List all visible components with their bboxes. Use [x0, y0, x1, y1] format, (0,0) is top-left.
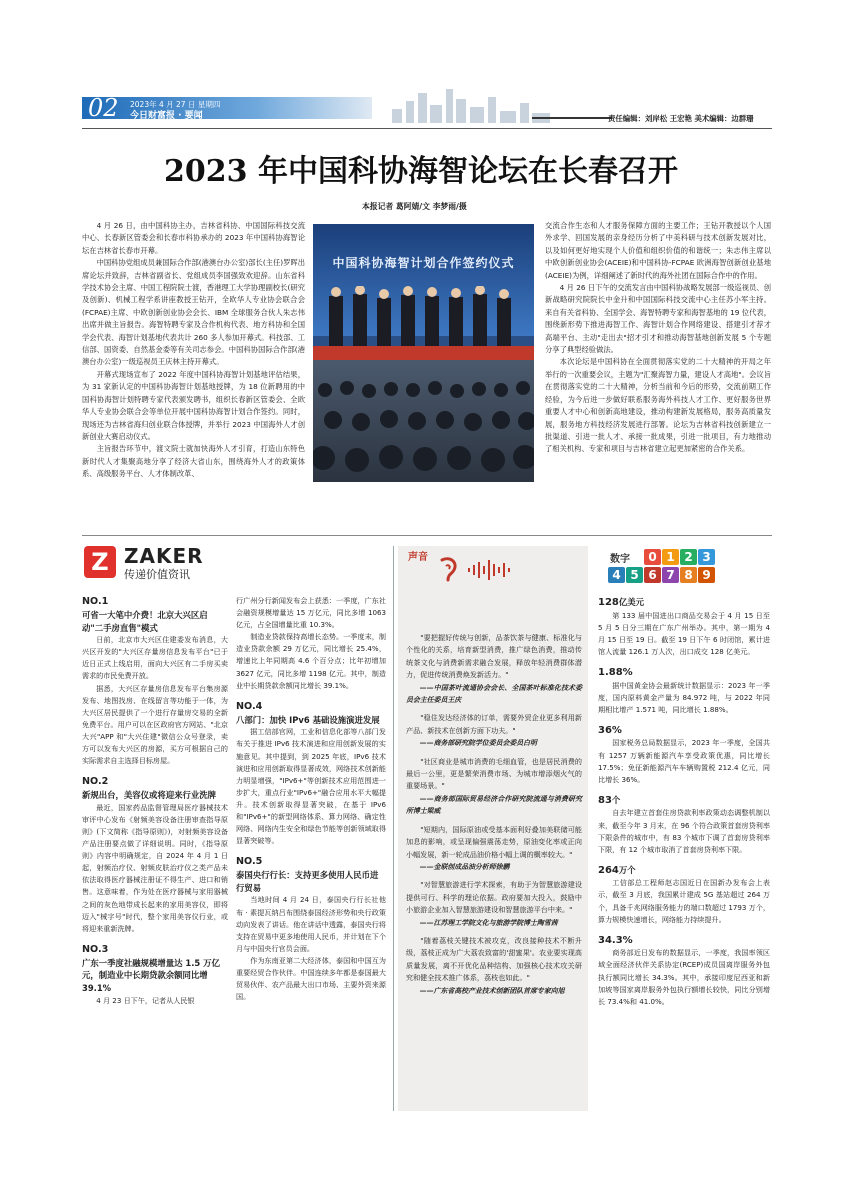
ear-soundwave-icon — [434, 556, 464, 584]
quote-source: ——广东省高校产业技术创新团队首席专家向旭 — [419, 986, 565, 995]
quote-text: "短期内，国际原油或受基本面利好叠加美联储可能加息的影响，或呈现偏强震荡走势，原油变化率或正向小幅发展，新一轮成品油价格小幅上调的概率较大。" — [406, 824, 582, 859]
quote-text: "要把握好传统与创新，品茶饮茶与健康、标准化与个性化的关系，培育新型消费，推广绿色消费，推动传统茶文化与消费新需求融合发展，释放年轻消费群体潜力，促进传统消费焕发新活力。" — [406, 633, 582, 680]
digit-tile: 0 — [644, 549, 661, 565]
number-item — [598, 724, 770, 786]
article-paragraph: 4 月 26 日，由中国科协主办，吉林省科协、中国国际科技交流中心、长春新区管委会和长春市科协承办的 2023 年中国科协海智论坛在吉林省长春市开幕。 — [82, 221, 305, 255]
article-bottom-rule — [82, 535, 772, 536]
news-paragraph: 行广州分行新闻发布会上获悉：一季度，广东社会融资规模增量达 15 万亿元，同比多增 1063 亿元，占全国增量比重 10.3%。 — [236, 596, 386, 630]
number-value: 128 — [598, 597, 619, 608]
numbers-header — [598, 546, 772, 590]
number-item — [598, 794, 770, 856]
news-paragraph: 制造业贷款保持高增长态势。一季度末，制造业贷款余额 29 万亿元，同比增长 25.4%，增速比上年同期高 4.6 个百分点；比年初增加 3627 亿元，同比多增 1198 亿元。其中，制造业中长期贷款余额同比增长 39.1%。 — [236, 632, 386, 690]
news-number: NO.3 — [82, 943, 109, 955]
number-unit: 个 — [611, 794, 621, 805]
number-text: 据中国黄金协会最新统计数据显示：2023 年一季度，国内原料黄金产量为 84.972 吨，与 2022 年同期相比增产 1.571 吨，同比增长 1.88%。 — [598, 680, 770, 714]
quote-item — [406, 712, 582, 749]
zaker-logo-text: ZAKER — [124, 544, 204, 568]
section-name: 今日财富报 · 要闻 — [130, 111, 203, 121]
news-title: 新规出台，美容仪或将迎来行业洗牌 — [82, 790, 216, 801]
digit-tile: 5 — [626, 567, 643, 583]
number-text: 国家税务总局数据显示，2023 年一季度，全国共有 1257 万辆新能源汽车享受政策优惠，同比增长 17.5%；免征新能源汽车车辆购置税 212.4 亿元，同比增长 36%。 — [598, 738, 770, 784]
signing-ceremony-photo — [313, 224, 534, 482]
numbers-list — [598, 596, 770, 1008]
quote-text: "对智慧旅游进行学术探索，有助于为智慧旅游建设提供可行、科学的理论依据。政府要加大投入，鼓励中小旅游企业加入智慧旅游建设和智慧旅游平台中来。" — [406, 880, 582, 915]
news-paragraph: 当地时间 4 月 24 日，泰国央行行长社他布 · 素提瓦纳吕布围绕泰国经济形势和央行政策动向发表了讲话。他在讲话中透露，泰国央行将支持在贸易中更多地使用人民币，并计划在下个月与中国央行官员会面。 — [236, 895, 386, 953]
number-text: 自去年建立首套住房贷款利率政策动态调整机制以来，截至今年 3 月末，在 96 个符合政策首套房贷利率下限条件的城市中，有 83 个城市下调了首套房贷利率下限，有 12 个城市取消了首套房贷利率下限。 — [598, 808, 770, 854]
header-band — [82, 94, 372, 122]
voice-quotes — [406, 632, 582, 1003]
news-paragraph: 最近，国家药品监督管理局医疗器械技术审评中心发布《射频美容设备注册审查指导原则》(下文简称《指导原则》)，对射频美容设备产品注册要点做了详细说明。同时，《指导原则》内容中明确规定，自 2024 年 4 月 1 日起，射频治疗仪、射频皮肤治疗仪之类产品未依法取得医疗器械注册证不得生产、进口和销售。这意味着，作为处在医疗器械与家用器械之间的灰色地带成长起来的家用美容仪，即将迈入"械字号"时代，整个家用美容仪行业，或将迎来重新洗牌。 — [82, 802, 228, 933]
news-number: NO.2 — [82, 776, 109, 788]
news-paragraph: 据工信部官网，工业和信息化部等八部门发布关于推进 IPv6 技术演进和应用创新发展的实施意见。其中提到，到 2025 年底，IPv6 技术演进和应用创新取得显著成效，网络技术创新能力明显增强，"IPv6+"等创新技术应用范围进一步扩大，重点行业"IPv6+"融合应用水平大幅提升。技术创新取得显著突破，在基于 IPv6 和"IPv6+"的新型网络体系、算力网络、确定性网络、网络内生安全和绿色节能等创新领域取得显著突破等。 — [236, 727, 386, 846]
digit-tile: 7 — [662, 567, 679, 583]
number-item — [598, 864, 770, 926]
voice-label: 声音 — [408, 552, 428, 563]
news-number: NO.4 — [236, 700, 263, 712]
news-title: 八部门：加快 IPv6 基础设施演进发展 — [236, 714, 380, 725]
news-paragraph: 据悉，大兴区存量房信息发布平台集房源发布、地图找房、在线留言等功能于一体，为大兴区居民提供了一个进行存量房交易的全新免费平台。用户可以在区政府官方网站、"北京大兴"APP 和"大兴住建"微信公众号登录，卖方可以发布大兴区的房源，买方可根据自己的实际需求自主选择目标房屋。 — [82, 683, 228, 766]
news-number: NO.1 — [82, 596, 109, 607]
photo-audience — [313, 360, 534, 482]
quote-text: "稳住发达经济体的订单，需要外贸企业更多利用新产品、新技术在创新方面下功夫。" — [406, 713, 582, 735]
news-paragraph: 作为东南亚第二大经济体，泰国和中国互为重要经贸合作伙伴。中国连续多年都是泰国最大贸易伙伴、农产品最大出口市场、主要外资来源国。 — [236, 955, 386, 1002]
digit-tile: 4 — [608, 567, 625, 583]
zaker-logo-mark: Z — [84, 546, 116, 578]
quote-source: ——商务部国际贸易经济合作研究院流通与消费研究所博士梁威 — [406, 794, 582, 816]
number-item — [598, 666, 770, 716]
quote-item — [406, 879, 582, 929]
article-paragraph: 交流合作生态和人才服务保障方面的主要工作；王钻开教授以个人国外求学、回国发展的亲身经历分析了中美科研与技术创新发展对比，以及如何更好地实现个人价值和组织价值的和谐统一；朱志伟主席以中欧创新创业协会(ACEIE)和中国科协-FCPAE 欧洲海智创新创业基地(ACEIE)为例，详细阐述了新时代的海外社团在国际合作中的作用。 — [545, 221, 771, 280]
photo-people-row — [323, 286, 523, 346]
number-value: 83 — [598, 794, 612, 806]
article-paragraph: 本次论坛是中国科协在全面贯彻落实党的二十大精神的开局之年举行的一次重要会议，主题为"汇聚海智力量，建设人才高地"。会议旨在贯彻落实党的二十大精神，分析当前和今后的形势，交流前期工作经验，为今后进一步做好联系服务海外科技人才工作、更好服务世界重要人才中心和创新高地建设，推动构建新发展格局，服务高质量发展，服务地方科技经济发展进行部署。论坛为吉林省科技创新建立一批渠道、引进一批人才、承接一批成果，引进一批项目，有力地推动了相关机构、专家和项目与吉林省建立起更加紧密的合作关系。 — [545, 357, 771, 454]
quote-item — [406, 632, 582, 706]
article-paragraph: 中国科协党组成员兼国际合作部(港澳台办公室)部长(主任)罗晖出席论坛并致辞，吉林省副省长、党组成员李国强致欢迎辞。山东省科学技术协会主席、中国工程院院士渡，香港理工大学协理副校长(研究及创新)、机械工程学系讲座教授王钻开，全欧华人专业协会联合会(FCPAE)主席、中欧创新创业协会会长、IBM 全球服务合伙人朱志伟出席并做主旨报告。海智特聘专家及合作机构代表、地方科协和全国学会代表、海智计划基地代表共计 260 多人参加开幕式。科技部、工信部、国资委、自然基金委等有关司志参会。中国科协国际合作部(港澳台办公室)一级巡视员王庆林主持开幕式。 — [82, 258, 305, 367]
zaker-col-2 — [236, 595, 386, 1003]
news-item — [82, 775, 228, 935]
news-title: 可省一大笔中介费！北京大兴区启动"二手房直售"模式 — [82, 610, 208, 633]
quote-item — [406, 756, 582, 818]
page-number: 02 — [88, 94, 119, 122]
voice-header — [404, 548, 584, 588]
number-unit: 亿美元 — [618, 597, 644, 607]
news-item — [82, 943, 228, 1007]
news-title: 广东一季度社融规模增量达 1.5 万亿元，制造业中长期贷款余额同比增 39.1% — [82, 957, 220, 994]
page-header — [82, 87, 772, 127]
article-col-left — [82, 220, 305, 481]
news-paragraph: 4 月 23 日下午，记者从人民银 — [96, 995, 195, 1005]
photo-caption-text: 中国科协海智计划合作签约仪式 — [332, 256, 515, 270]
number-item — [598, 934, 770, 1008]
editor-credits: 责任编辑：刘岸松 王宏艳 美术编辑：边群珊 — [608, 114, 754, 123]
number-text: 工信部总工程师赵志国近日在国新办发布会上表示，截至 3 月底，我国累计建成 5G 基站超过 264 万个，具备千兆网络服务能力的端口数超过 1793 万个，算力规模快速增长，网络能力持续提升。 — [598, 878, 770, 924]
zaker-col-1 — [82, 595, 228, 1007]
byline: 本报记者 葛阿婧/文 李梦雨/摄 — [362, 202, 467, 211]
quote-source: ——商务部研究院学位委员会委员白明 — [419, 739, 537, 748]
number-value: 264 — [598, 864, 619, 876]
article-title: 2023 年中国科协海智论坛在长春召开 — [164, 154, 678, 189]
zaker-slogan: 传递价值资讯 — [124, 568, 190, 581]
soundwave-icon — [468, 560, 568, 580]
digit-tile: 6 — [644, 567, 661, 583]
quote-text: "随着荔枝关键技术被攻克，改良接种技术不断升级，荔枝正成为广大荔农致富的'甜蜜果'。农业要实现高质量发展，离不开优化品种结构、加强核心技术攻关研究和健全技术推广体系，荔枝也如此。" — [406, 935, 582, 983]
quote-item — [406, 824, 582, 874]
article-paragraph: 主旨报告环节中，渡文院士就加快海外人才引育，打造山东特色新时代人才集聚高地分享了经济大省山东，围绕海外人才的政策体系、高级服务平台、人才体制改革、 — [82, 444, 305, 479]
quote-source: ——江苏理工学院文化与旅游学院博士陶雪茜 — [419, 918, 558, 927]
article-paragraph: 4 月 26 日下午的交流发言由中国科协战略发展部一级巡视员、创新战略研究院院长中金升和中国国际科技交流中心主任苏小军主持。来自有关省科协、全国学会、海智特聘专家和海智基地的 19 位代表，围绕新形势下推进海智工作、海智计划合作网络建设、搭建引才荐才高端平台、主动"走出去"招才引才和推动海智基地创新发展 5 个专题分享了典型经验做法。 — [545, 283, 771, 355]
number-text: 商务部近日发布的数据显示，一季度，我国率领区域全面经济伙伴关系协定(RCEP)成员国离岸服务外包执行额同比增长 34.3%。其中，承接印度尼西亚和新加坡等国家离岸服务外包执行额增长较快，同比分别增长 73.4%和 41.0%。 — [598, 948, 770, 1006]
digit-tile: 8 — [680, 567, 697, 583]
header-line — [532, 117, 612, 119]
digit-tile: 2 — [680, 549, 697, 565]
issue-date: 2023年 4 月 27 日 星期四 — [130, 100, 221, 109]
zaker-logo — [84, 546, 244, 586]
number-value: 36% — [598, 724, 622, 736]
quote-text: "社区商业是城市消费的毛细血管，也是居民消费的最后一公里，更是繁荣消费市场、为城市增添烟火气的重要场景。" — [406, 756, 582, 791]
number-unit: 万个 — [618, 864, 636, 875]
numbers-label: 数字 — [610, 554, 630, 565]
quote-source: ——中国茶叶流通协会会长、全国茶叶标准化技术委员会主任委员王庆 — [406, 683, 582, 705]
news-paragraph: 日前，北京市大兴区住建委发布消息，大兴区开发的"大兴区存量房信息发布平台"已于近日正式上线启用，面向大兴区有二手房买卖需求的市民免费开放。 — [82, 635, 228, 681]
number-text: 第 133 届中国进出口商品交易会于 4 月 15 日至 5 月 5 日分三期在广东广州举办。其中，第一期为 4 月 15 日至 19 日。截至 19 日下午 6 时闭馆，累计进馆人流量 126.1 万人次，出口成交 128 亿美元。 — [598, 610, 770, 656]
number-value: 34.3% — [598, 934, 633, 946]
news-title: 泰国央行行长：支持更多使用人民币进行贸易 — [236, 870, 379, 893]
digit-row-bottom — [608, 564, 716, 585]
number-value: 1.88% — [598, 666, 633, 678]
digit-tile: 9 — [698, 567, 715, 583]
column-divider — [393, 546, 394, 1111]
news-item — [82, 595, 228, 767]
skyline-illustration — [382, 87, 562, 127]
news-number: NO.5 — [236, 856, 263, 868]
header-rule — [82, 128, 772, 129]
digit-tile: 3 — [698, 549, 715, 565]
article-col-right — [545, 220, 771, 456]
number-item — [598, 596, 770, 658]
quote-item — [406, 935, 582, 997]
article-paragraph: 开幕式现场宣布了 2022 年度中国科协海智计划基地评估结果，为 31 家新认定的中国科协海智计划基地授牌，为 18 位新聘用的中国科协海智计划特聘专家代表颁发聘书，组织长春新区管委会、全欧华人专业协会联合会等单位开展中国科协海智计划合作签约。同时，现场还为吉林省海归创业联合体授牌，并举行 2023 中国海外人才创新创业大赛启动仪式。 — [82, 369, 305, 441]
quote-source: ——金联创成品油分析师徐鹏 — [419, 862, 510, 871]
digit-tile: 1 — [662, 549, 679, 565]
photo-stage-front — [313, 346, 534, 360]
